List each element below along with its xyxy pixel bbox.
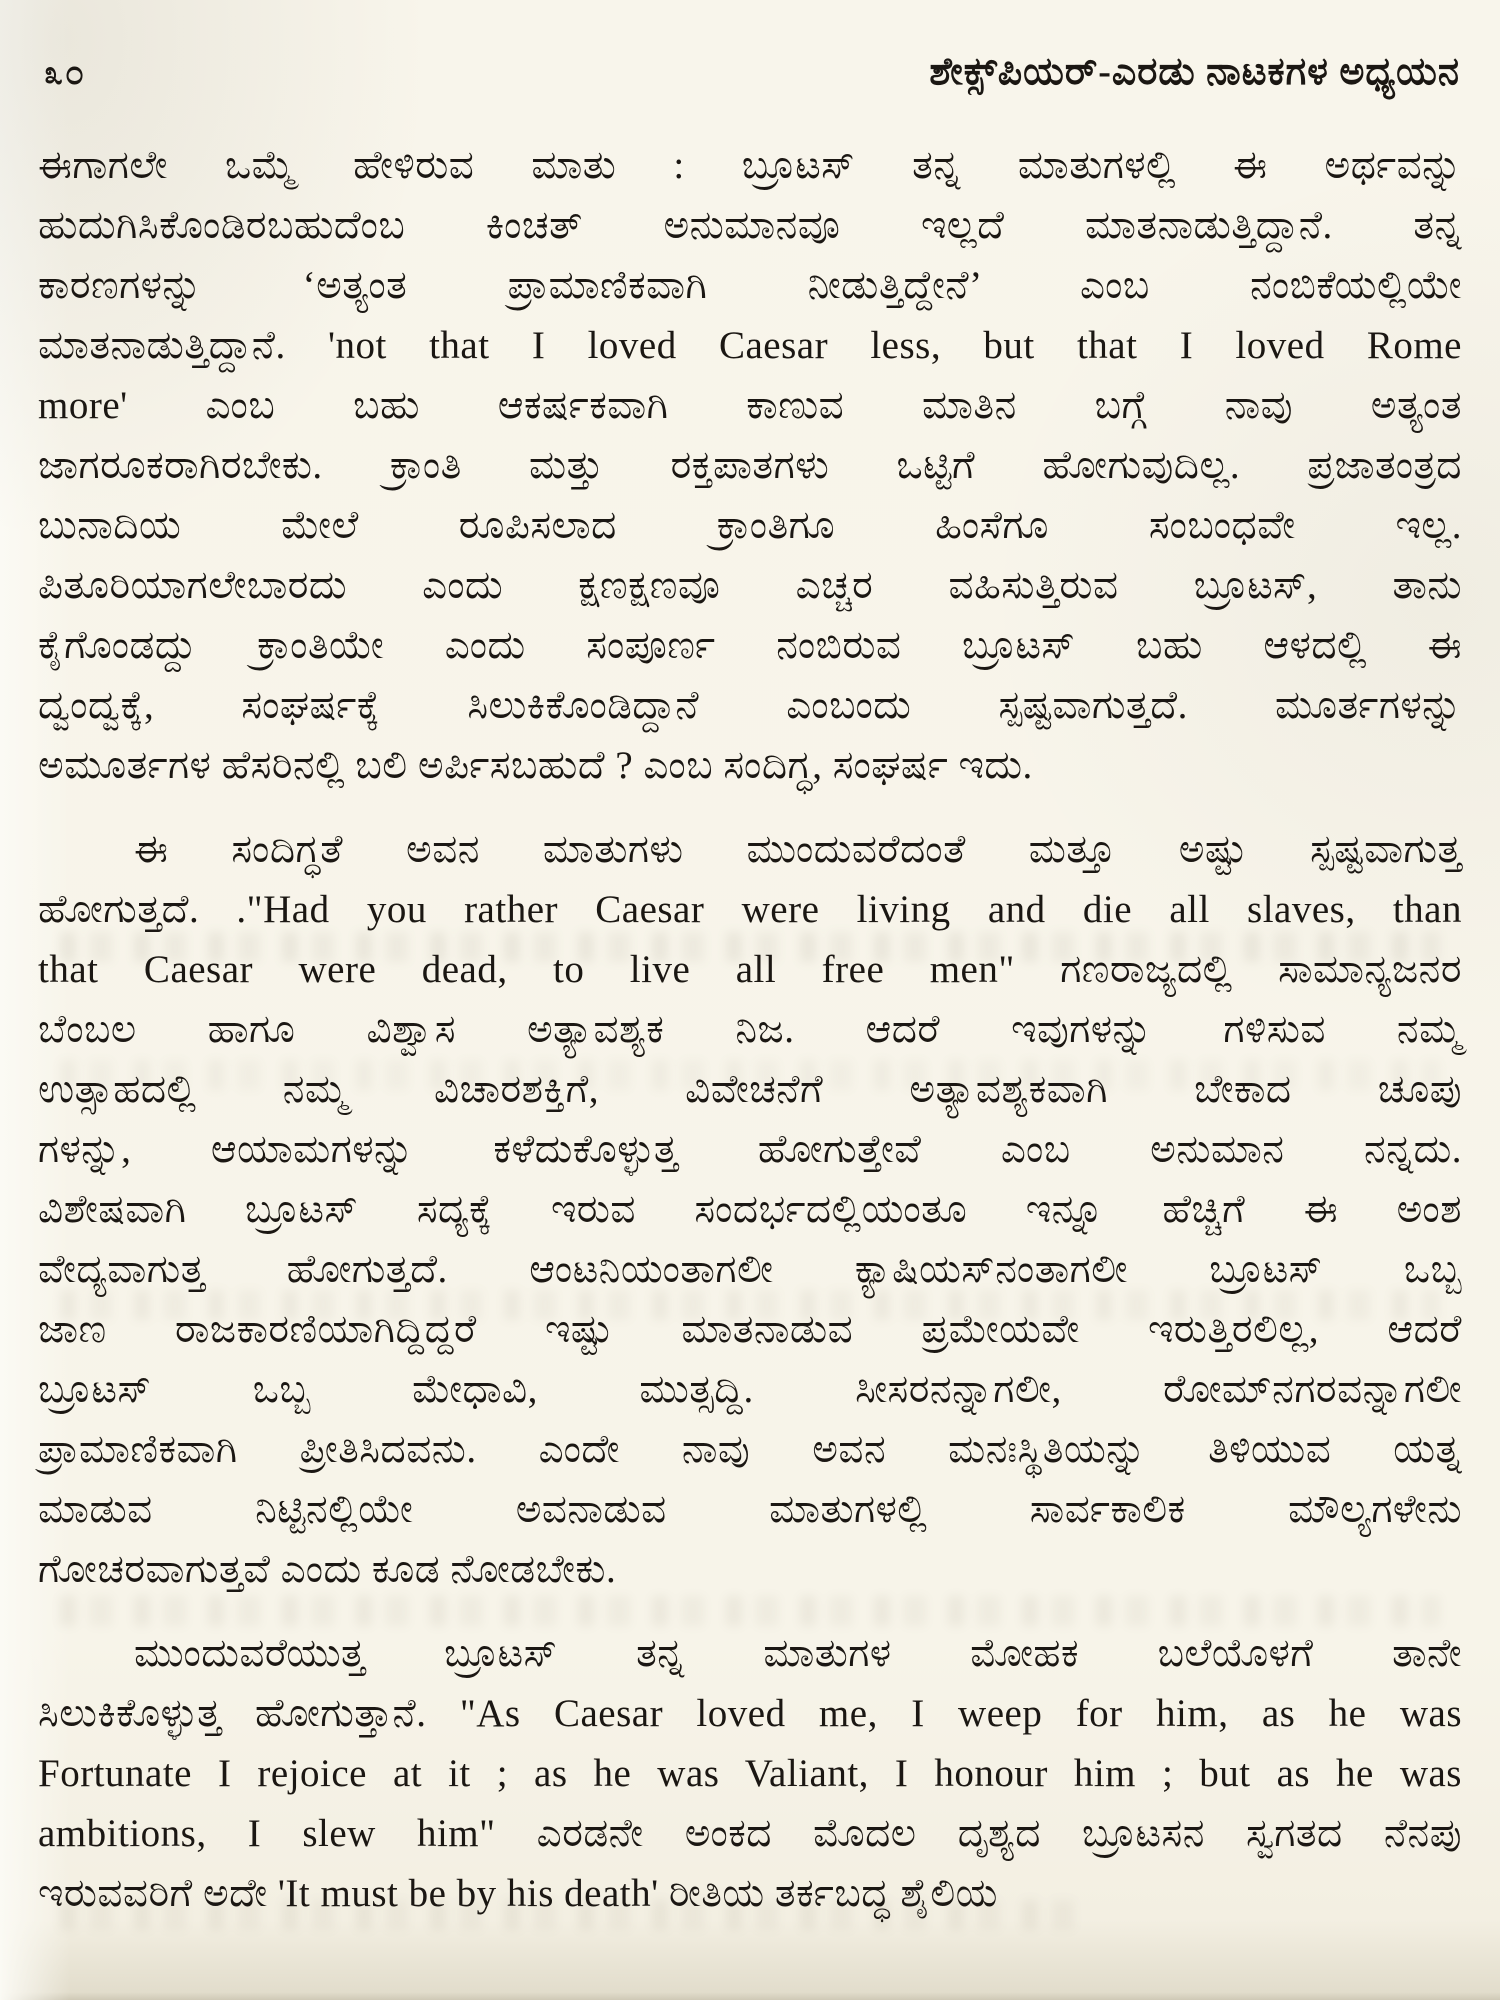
text-line: ಮುಂದುವರೆಯುತ್ತ ಬ್ರೂಟಸ್ ತನ್ನ ಮಾತುಗಳ ಮೋಹಕ ಬಲೆಯೊಳಗೆ ತಾನೇ xyxy=(134,1632,1462,1675)
paragraph-2 xyxy=(38,820,1462,1600)
running-header xyxy=(0,0,1500,94)
paragraph-1 xyxy=(38,136,1462,796)
page-body xyxy=(38,136,1462,1924)
text-line: ಗಳನ್ನು, ಆಯಾಮಗಳನ್ನು ಕಳೆದುಕೊಳ್ಳುತ್ತ ಹೋಗುತ್ತೇವೆ ಎಂಬ ಅನುಮಾನ ನನ್ನದು. xyxy=(38,1128,1462,1171)
text-line: ಇರುವವರಿಗೆ ಅದೇ 'It must be by his death' ರೀತಿಯ ತರ್ಕಬದ್ಧ ಶೈಲಿಯ xyxy=(38,1872,998,1915)
text-line: ಗೋಚರವಾಗುತ್ತವೆ ಎಂದು ಕೂಡ ನೋಡಬೇಕು. xyxy=(38,1548,617,1591)
text-line: Fortunate I rejoice at it ; as he was Valiant, I honour him ; but as he was xyxy=(38,1752,1462,1795)
text-line: ಈ ಸಂದಿಗ್ಧತೆ ಅವನ ಮಾತುಗಳು ಮುಂದುವರೆದಂತೆ ಮತ್ತೂ ಅಷ್ಟು ಸ್ಪಷ್ಟವಾಗುತ್ತ xyxy=(134,828,1462,871)
text-line: ಬ್ರೂಟಸ್ ಒಬ್ಬ ಮೇಧಾವಿ, ಮುತ್ಸದ್ದಿ. ಸೀಸರನನ್ನಾಗಲೀ, ರೋಮ್‌ನಗರವನ್ನಾಗಲೀ xyxy=(38,1368,1462,1411)
text-line: ಬೆಂಬಲ ಹಾಗೂ ವಿಶ್ವಾಸ ಅತ್ಯಾವಶ್ಯಕ ನಿಜ. ಆದರೆ ಇವುಗಳನ್ನು ಗಳಿಸುವ ನಮ್ಮ xyxy=(38,1008,1462,1051)
text-line: more' ಎಂಬ ಬಹು ಆಕರ್ಷಕವಾಗಿ ಕಾಣುವ ಮಾತಿನ ಬಗ್ಗೆ ನಾವು ಅತ್ಯಂತ xyxy=(38,384,1462,427)
text-line: ಪಿತೂರಿಯಾಗಲೇಬಾರದು ಎಂದು ಕ್ಷಣಕ್ಷಣವೂ ಎಚ್ಚರ ವಹಿಸುತ್ತಿರುವ ಬ್ರೂಟಸ್, ತಾನು xyxy=(38,564,1462,607)
text-line: that Caesar were dead, to live all free men" ಗಣರಾಜ್ಯದಲ್ಲಿ ಸಾಮಾನ್ಯಜನರ xyxy=(38,948,1462,991)
text-line: ಬುನಾದಿಯ ಮೇಲೆ ರೂಪಿಸಲಾದ ಕ್ರಾಂತಿಗೂ ಹಿಂಸೆಗೂ ಸಂಬಂಧವೇ ಇಲ್ಲ. xyxy=(38,504,1462,547)
text-line: ಜಾಗರೂಕರಾಗಿರಬೇಕು. ಕ್ರಾಂತಿ ಮತ್ತು ರಕ್ತಪಾತಗಳು ಒಟ್ಟಿಗೆ ಹೋಗುವುದಿಲ್ಲ. ಪ್ರಜಾತಂತ್ರದ xyxy=(38,444,1462,487)
text-line: ವಿಶೇಷವಾಗಿ ಬ್ರೂಟಸ್ ಸದ್ಯಕ್ಕೆ ಇರುವ ಸಂದರ್ಭದಲ್ಲಿಯಂತೂ ಇನ್ನೂ ಹೆಚ್ಚಿಗೆ ಈ ಅಂಶ xyxy=(38,1188,1462,1231)
text-line: ಉತ್ಸಾಹದಲ್ಲಿ ನಮ್ಮ ವಿಚಾರಶಕ್ತಿಗೆ, ವಿವೇಚನೆಗೆ ಅತ್ಯಾವಶ್ಯಕವಾಗಿ ಬೇಕಾದ ಚೂಪು xyxy=(38,1068,1462,1111)
text-line: ಕೈಗೊಂಡದ್ದು ಕ್ರಾಂತಿಯೇ ಎಂದು ಸಂಪೂರ್ಣ ನಂಬಿರುವ ಬ್ರೂಟಸ್ ಬಹು ಆಳದಲ್ಲಿ ಈ xyxy=(38,624,1462,667)
text-line: ದ್ವಂದ್ವಕ್ಕೆ, ಸಂಘರ್ಷಕ್ಕೆ ಸಿಲುಕಿಕೊಂಡಿದ್ದಾನೆ ಎಂಬಂದು ಸ್ಪಷ್ಟವಾಗುತ್ತದೆ. ಮೂರ್ತಗಳನ್ನು xyxy=(38,684,1462,727)
text-line: ಹೋಗುತ್ತದೆ. ."Had you rather Caesar were living and die all slaves, than xyxy=(38,888,1462,931)
text-line: ವೇದ್ಯವಾಗುತ್ತ ಹೋಗುತ್ತದೆ. ಆಂಟನಿಯಂತಾಗಲೀ ಕ್ಯಾಷಿಯಸ್‌ನಂತಾಗಲೀ ಬ್ರೂಟಸ್ ಒಬ್ಬ xyxy=(38,1248,1462,1291)
text-line: ಕಾರಣಗಳನ್ನು ‘ಅತ್ಯಂತ ಪ್ರಾಮಾಣಿಕವಾಗಿ ನೀಡುತ್ತಿದ್ದೇನೆ’ ಎಂಬ ನಂಬಿಕೆಯಲ್ಲಿಯೇ xyxy=(38,264,1462,307)
text-line: ಹುದುಗಿಸಿಕೊಂಡಿರಬಹುದೆಂಬ ಕಿಂಚತ್ ಅನುಮಾನವೂ ಇಲ್ಲದೆ ಮಾತನಾಡುತ್ತಿದ್ದಾನೆ. ತನ್ನ xyxy=(38,204,1462,247)
text-line: ಮಾತನಾಡುತ್ತಿದ್ದಾನೆ. 'not that I loved Caesar less, but that I loved Rome xyxy=(38,324,1462,367)
text-line: ಈಗಾಗಲೇ ಒಮ್ಮೆ ಹೇಳಿರುವ ಮಾತು : ಬ್ರೂಟಸ್ ತನ್ನ ಮಾತುಗಳಲ್ಲಿ ಈ ಅರ್ಥವನ್ನು xyxy=(38,144,1462,187)
page-number: ೩೦ xyxy=(44,55,87,92)
text-line: ಜಾಣ ರಾಜಕಾರಣಿಯಾಗಿದ್ದಿದ್ದರೆ ಇಷ್ಟು ಮಾತನಾಡುವ ಪ್ರಮೇಯವೇ ಇರುತ್ತಿರಲಿಲ್ಲ, ಆದರೆ xyxy=(38,1308,1462,1351)
paragraph-3 xyxy=(38,1624,1462,1924)
text-line: ಮಾಡುವ ನಿಟ್ಟಿನಲ್ಲಿಯೇ ಅವನಾಡುವ ಮಾತುಗಳಲ್ಲಿ ಸಾರ್ವಕಾಲಿಕ ಮೌಲ್ಯಗಳೇನು xyxy=(38,1488,1462,1531)
running-title: ಶೇಕ್ಸ್‌ಪಿಯರ್-ಎರಡು ನಾಟಕಗಳ ಅಧ್ಯಯನ xyxy=(929,51,1460,93)
text-line: ಸಿಲುಕಿಕೊಳ್ಳುತ್ತ ಹೋಗುತ್ತಾನೆ. "As Caesar loved me, I weep for him, as he was xyxy=(38,1692,1462,1735)
text-line: ambitions, I slew him" ಎರಡನೇ ಅಂಕದ ಮೊದಲ ದೃಶ್ಯದ ಬ್ರೂಟಸನ ಸ್ವಗತದ ನೆನಪು xyxy=(38,1812,1462,1855)
text-line: ಅಮೂರ್ತಗಳ ಹೆಸರಿನಲ್ಲಿ ಬಲಿ ಅರ್ಪಿಸಬಹುದೆ ? ಎಂಬ ಸಂದಿಗ್ಧ, ಸಂಘರ್ಷ ಇದು. xyxy=(38,744,1033,787)
text-line: ಪ್ರಾಮಾಣಿಕವಾಗಿ ಪ್ರೀತಿಸಿದವನು. ಎಂದೇ ನಾವು ಅವನ ಮನಃಸ್ಥಿತಿಯನ್ನು ತಿಳಿಯುವ ಯತ್ನ xyxy=(38,1428,1462,1471)
